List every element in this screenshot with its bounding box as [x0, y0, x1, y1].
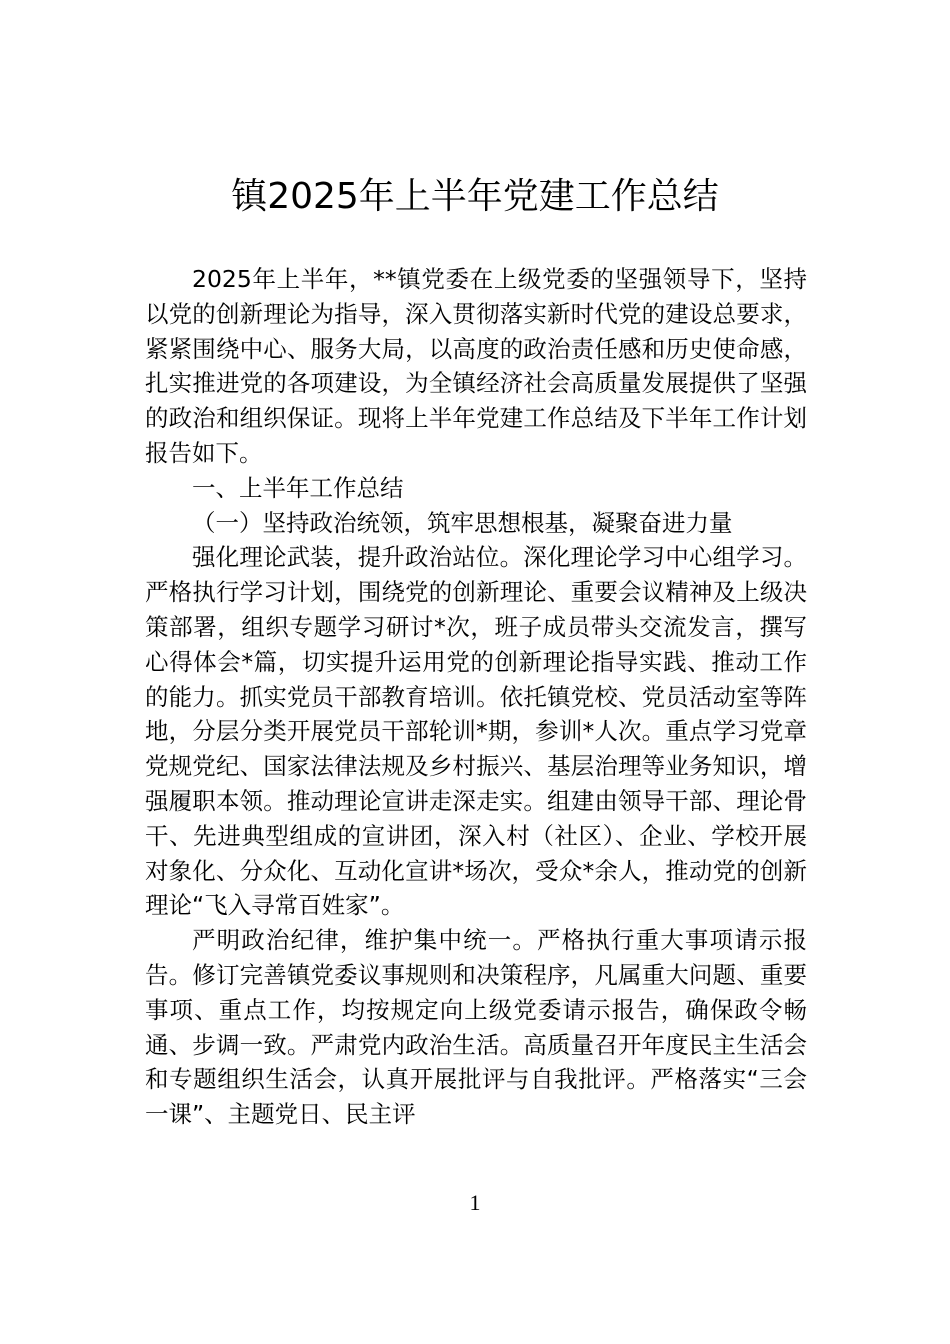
document-body	[145, 262, 807, 1132]
body-paragraph: 严明政治纪律，维护集中统一。严格执行重大事项请示报告。修订完善镇党委议事规则和决策程序，凡属重大问题、重要事项、重点工作，均按规定向上级党委请示报告，确保政令畅通、步调一致。严肃党内政治生活。高质量召开年度民主生活会和专题组织生活会，认真开展批评与自我批评。严格落实“三会一课”、主题党日、民主评	[145, 926, 807, 1129]
section-heading: 一、上半年工作总结	[192, 473, 404, 502]
page-number: 1	[469, 1190, 481, 1215]
body-paragraph: 强化理论武装，提升政治站位。深化理论学习中心组学习。严格执行学习计划，围绕党的创新理论、重要会议精神及上级决策部署，组织专题学习研讨*次，班子成员带头交流发言，撰写心得体会*篇，切实提升运用党的创新理论指导实践、推动工作的能力。抓实党员干部教育培训。依托镇党校、党员活动室等阵地，分层分类开展党员干部轮训*期，参训*人次。重点学习党章党规党纪、国家法律法规及乡村振兴、基层治理等业务知识，增强履职本领。推动理论宣讲走深走实。组建由领导干部、理论骨干、先进典型组成的宣讲团，深入村（社区）、企业、学校开展对象化、分众化、互动化宣讲*场次，受众*余人，推动党的创新理论“飞入寻常百姓家”。	[145, 543, 807, 920]
intro-paragraph: 2025年上半年，**镇党委在上级党委的坚强领导下，坚持以党的创新理论为指导，深入贯彻落实新时代党的建设总要求，紧紧围绕中心、服务大局，以高度的政治责任感和历史使命感，扎实推进党的各项建设，为全镇经济社会高质量发展提供了坚强的政治和组织保证。现将上半年党建工作总结及下半年工作计划报告如下。	[145, 265, 807, 467]
subsection-heading: （一）坚持政治统领，筑牢思想根基，凝聚奋进力量	[192, 508, 733, 537]
document-title: 镇2025年上半年党建工作总结	[231, 176, 719, 217]
